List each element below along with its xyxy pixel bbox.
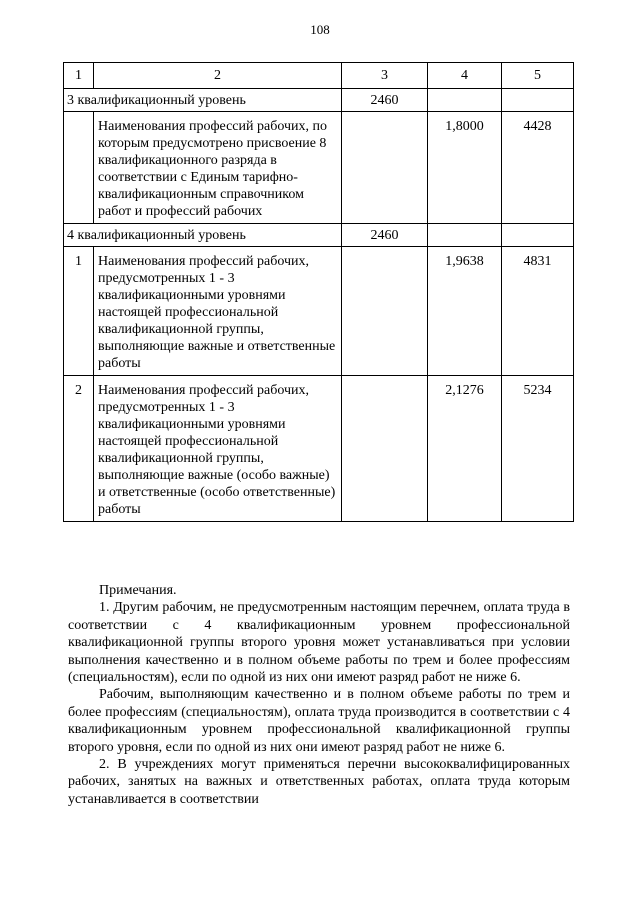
item-salary: 4831 <box>502 247 574 376</box>
table-row <box>64 247 574 376</box>
header-cell: 3 <box>342 63 428 89</box>
table-row <box>64 112 574 224</box>
level-row <box>64 89 574 112</box>
qualification-table <box>63 62 574 522</box>
notes-title: Примечания. <box>99 583 177 598</box>
item-number: 2 <box>64 376 94 522</box>
item-salary: 4428 <box>502 112 574 224</box>
empty-cell <box>428 224 502 247</box>
header-cell: 2 <box>94 63 342 89</box>
notes-paragraph: 1. Другим рабочим, не предусмотренным настоящим перечнем, оплата труда в соответствии с 4 квалификационным уровнем профессиональной квалификационной группы второго уровня может устанавливаться при условии выполнения качественно и в полном объеме работы по трем и более профессиям (специальностям), если по одной из них они имеют разряд работ не ниже 6. <box>68 600 570 686</box>
empty-cell <box>342 376 428 522</box>
empty-cell <box>342 247 428 376</box>
level-title: 3 квалификационный уровень <box>64 89 342 112</box>
notes-paragraph: 2. В учреждениях могут применяться перечни высококвалифицированных рабочих, занятых на важных и ответственных работах, оплата труда которым устанавливается в соответствии <box>68 757 570 807</box>
level-row <box>64 224 574 247</box>
page-number: 108 <box>310 22 330 37</box>
table-header-row <box>64 63 574 89</box>
notes-section <box>68 582 570 808</box>
item-coefficient: 1,8000 <box>428 112 502 224</box>
level-base-salary: 2460 <box>342 89 428 112</box>
item-coefficient: 1,9638 <box>428 247 502 376</box>
notes-paragraph: Рабочим, выполняющим качественно и в полном объеме работы по трем и более профессиям (специальностям), оплата труда производится в соответствии с 4 квалификационным уровнем профессиональной квалификационной группы второго уровня, если по одной из них они имеют разряд работ не ниже 6. <box>68 687 570 755</box>
header-cell: 5 <box>502 63 574 89</box>
header-cell: 1 <box>64 63 94 89</box>
header-cell: 4 <box>428 63 502 89</box>
level-base-salary: 2460 <box>342 224 428 247</box>
empty-cell <box>502 224 574 247</box>
item-description: Наименования профессий рабочих, предусмотренных 1 - 3 квалификационными уровнями настоящей профессиональной квалификационной группы, выполняющие важные и ответственные работы <box>94 247 342 376</box>
item-number <box>64 112 94 224</box>
item-salary: 5234 <box>502 376 574 522</box>
item-description: Наименования профессий рабочих, предусмотренных 1 - 3 квалификационными уровнями настоящей профессиональной квалификационной группы, выполняющие важные (особо важные) и ответственные (особо ответственные) работы <box>94 376 342 522</box>
empty-cell <box>342 112 428 224</box>
empty-cell <box>428 89 502 112</box>
table-row <box>64 376 574 522</box>
item-description: Наименования профессий рабочих, по которым предусмотрено присвоение 8 квалификационного разряда в соответствии с Единым тарифно-квалификационным справочником работ и профессий рабочих <box>94 112 342 224</box>
level-title: 4 квалификационный уровень <box>64 224 342 247</box>
empty-cell <box>502 89 574 112</box>
item-number: 1 <box>64 247 94 376</box>
item-coefficient: 2,1276 <box>428 376 502 522</box>
